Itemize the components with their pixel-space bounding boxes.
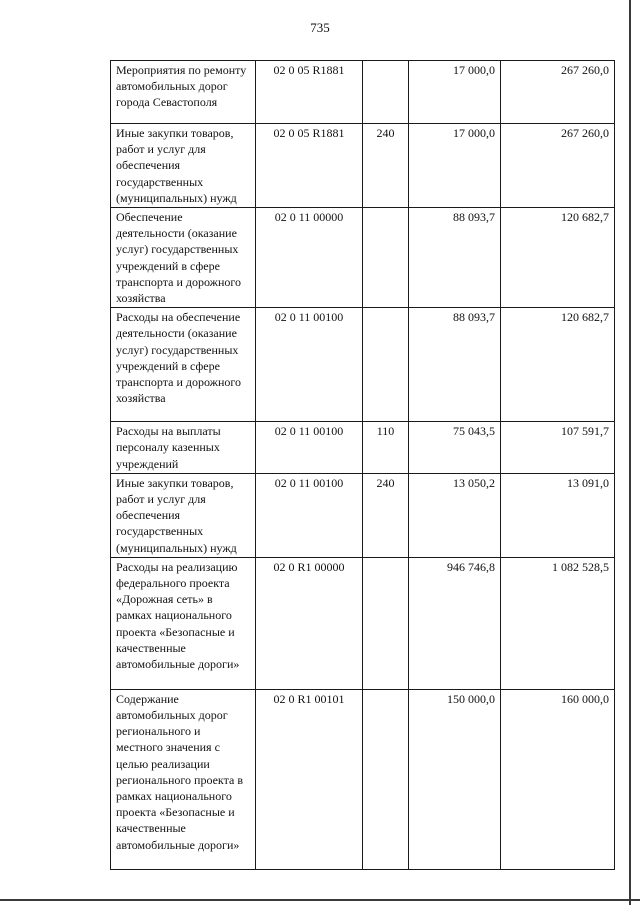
budget-table	[110, 60, 615, 870]
expense-type-cell	[363, 61, 409, 124]
table-row	[111, 124, 615, 208]
table-row	[111, 61, 615, 124]
expense-name-cell: Расходы на обеспечение деятельности (оказание услуг) государственных учреждений в сфере транспорта и дорожного хозяйства	[111, 308, 256, 422]
amount-year1-cell: 17 000,0	[409, 124, 501, 208]
expense-type-cell: 240	[363, 124, 409, 208]
amount-year2-cell: 267 260,0	[501, 124, 615, 208]
table-row	[111, 557, 615, 689]
expense-name-cell: Расходы на реализацию федерального проекта «Дорожная сеть» в рамках национального проекта «Безопасные и качественные автомобильные дороги»	[111, 557, 256, 689]
expense-name-cell: Мероприятия по ремонту автомобильных дорог города Севастополя	[111, 61, 256, 124]
target-code-cell: 02 0 R1 00101	[256, 689, 363, 869]
amount-year2-cell: 267 260,0	[501, 61, 615, 124]
scan-border-right	[629, 0, 631, 905]
expense-name-cell: Обеспечение деятельности (оказание услуг) государственных учреждений в сфере транспорта и дорожного хозяйства	[111, 208, 256, 308]
expense-type-cell	[363, 208, 409, 308]
amount-year1-cell: 946 746,8	[409, 557, 501, 689]
table-row	[111, 689, 615, 869]
table-row	[111, 308, 615, 422]
table-row	[111, 422, 615, 474]
amount-year2-cell: 120 682,7	[501, 308, 615, 422]
target-code-cell: 02 0 11 00100	[256, 473, 363, 557]
target-code-cell: 02 0 11 00100	[256, 422, 363, 474]
amount-year2-cell: 120 682,7	[501, 208, 615, 308]
expense-name-cell: Расходы на выплаты персоналу казенных учреждений	[111, 422, 256, 474]
target-code-cell: 02 0 11 00100	[256, 308, 363, 422]
expense-name-cell: Иные закупки товаров, работ и услуг для обеспечения государственных (муниципальных) нужд	[111, 124, 256, 208]
target-code-cell: 02 0 05 R1881	[256, 61, 363, 124]
amount-year2-cell: 107 591,7	[501, 422, 615, 474]
expense-type-cell	[363, 557, 409, 689]
amount-year1-cell: 17 000,0	[409, 61, 501, 124]
table-row	[111, 473, 615, 557]
expense-type-cell: 240	[363, 473, 409, 557]
amount-year2-cell: 160 000,0	[501, 689, 615, 869]
amount-year2-cell: 1 082 528,5	[501, 557, 615, 689]
amount-year1-cell: 88 093,7	[409, 208, 501, 308]
table-row	[111, 208, 615, 308]
page-number: 735	[310, 20, 330, 35]
target-code-cell: 02 0 R1 00000	[256, 557, 363, 689]
amount-year1-cell: 75 043,5	[409, 422, 501, 474]
expense-type-cell: 110	[363, 422, 409, 474]
expense-name-cell: Иные закупки товаров, работ и услуг для обеспечения государственных (муниципальных) нужд	[111, 473, 256, 557]
amount-year1-cell: 13 050,2	[409, 473, 501, 557]
expense-name-cell: Содержание автомобильных дорог регионального и местного значения с целью реализации регионального проекта в рамках национального проекта «Безопасные и качественные автомобильные дороги»	[111, 689, 256, 869]
scan-border-bottom	[0, 899, 640, 901]
expense-type-cell	[363, 308, 409, 422]
target-code-cell: 02 0 05 R1881	[256, 124, 363, 208]
amount-year1-cell: 88 093,7	[409, 308, 501, 422]
amount-year2-cell: 13 091,0	[501, 473, 615, 557]
amount-year1-cell: 150 000,0	[409, 689, 501, 869]
target-code-cell: 02 0 11 00000	[256, 208, 363, 308]
expense-type-cell	[363, 689, 409, 869]
